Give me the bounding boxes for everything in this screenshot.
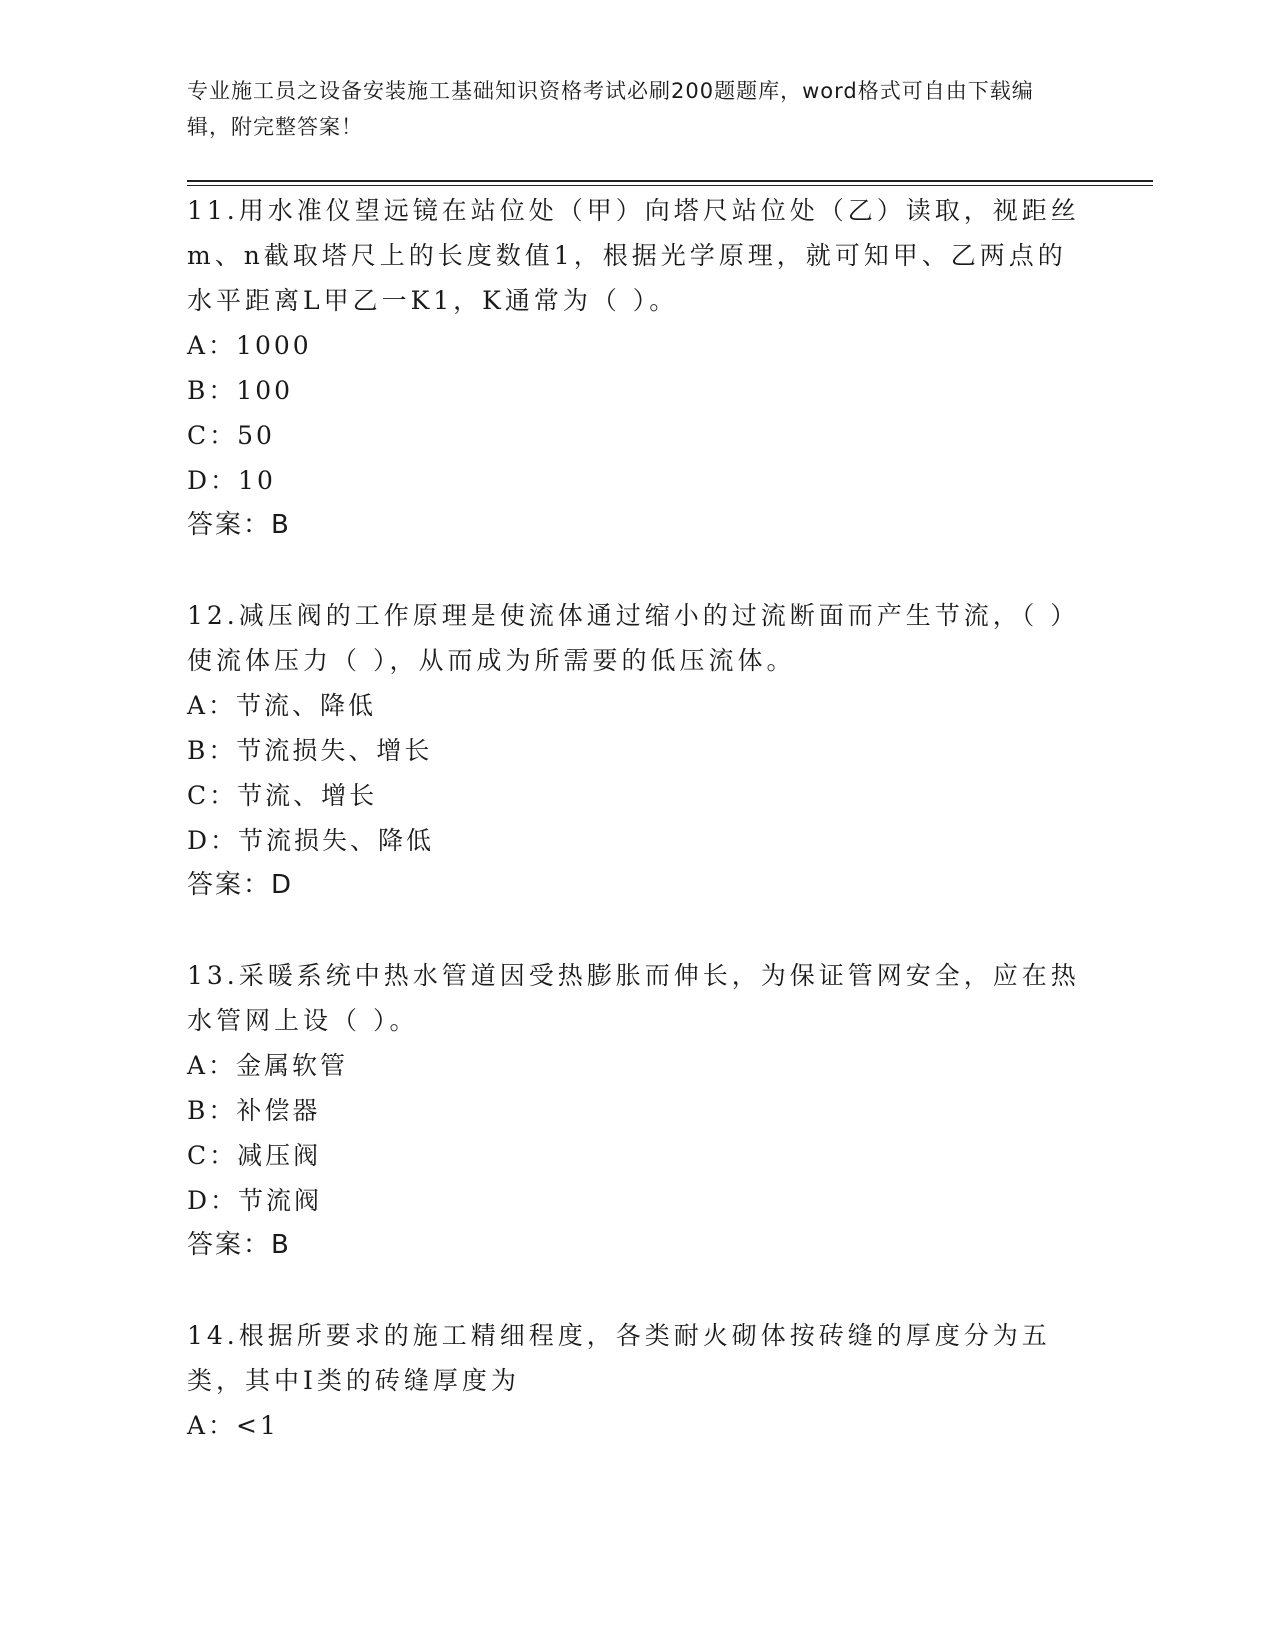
option-c: C：节流、增长 [187, 781, 378, 810]
option-d: D：10 [187, 466, 276, 495]
answer: 答案：B [187, 510, 291, 540]
option-d: D：节流损失、降低 [187, 826, 435, 855]
question-text: 11.用水准仪望远镜在站位处（甲）向塔尺站位处（乙）读取，视距丝m、n截取塔尺上的长度数值1，根据光学原理，就可知甲、乙两点的水平距离L甲乙一K1，K通常为（ ）。 [187, 196, 1080, 315]
option-a: A：节流、降低 [187, 691, 377, 720]
option-c: C：50 [187, 421, 275, 450]
header-divider-thick [187, 180, 1153, 182]
answer: 答案：B [187, 1230, 291, 1260]
question-13 [187, 953, 1087, 1268]
question-text: 13.采暖系统中热水管道因受热膨胀而伸长，为保证管网安全，应在热水管网上设（ ）。 [187, 961, 1080, 1035]
option-b: B：节流损失、增长 [187, 736, 433, 765]
question-14 [187, 1313, 1087, 1448]
question-12 [187, 593, 1087, 908]
header-divider-thin [187, 185, 1153, 186]
option-d: D：节流阀 [187, 1186, 323, 1215]
question-text: 12.减压阀的工作原理是使流体通过缩小的过流断面而产生节流，（ ）使流体压力（ ），从而成为所需要的低压流体。 [187, 601, 1080, 675]
option-c: C：减压阀 [187, 1141, 322, 1170]
document-header: 专业施工员之设备安装施工基础知识资格考试必刷200题题库，word格式可自由下载编辑，附完整答案！ [187, 79, 1034, 139]
answer: 答案：D [187, 870, 294, 900]
option-b: B：补偿器 [187, 1096, 321, 1125]
question-11 [187, 188, 1087, 548]
question-text: 14.根据所要求的施工精细程度，各类耐火砌体按砖缝的厚度分为五类，其中I类的砖缝厚度为 [187, 1321, 1051, 1395]
option-a: A：1000 [187, 331, 312, 360]
option-a: A：金属软管 [187, 1051, 349, 1080]
option-b: B：100 [187, 376, 294, 405]
question-list [187, 188, 1087, 1493]
option-a: A：<1 [187, 1411, 279, 1440]
